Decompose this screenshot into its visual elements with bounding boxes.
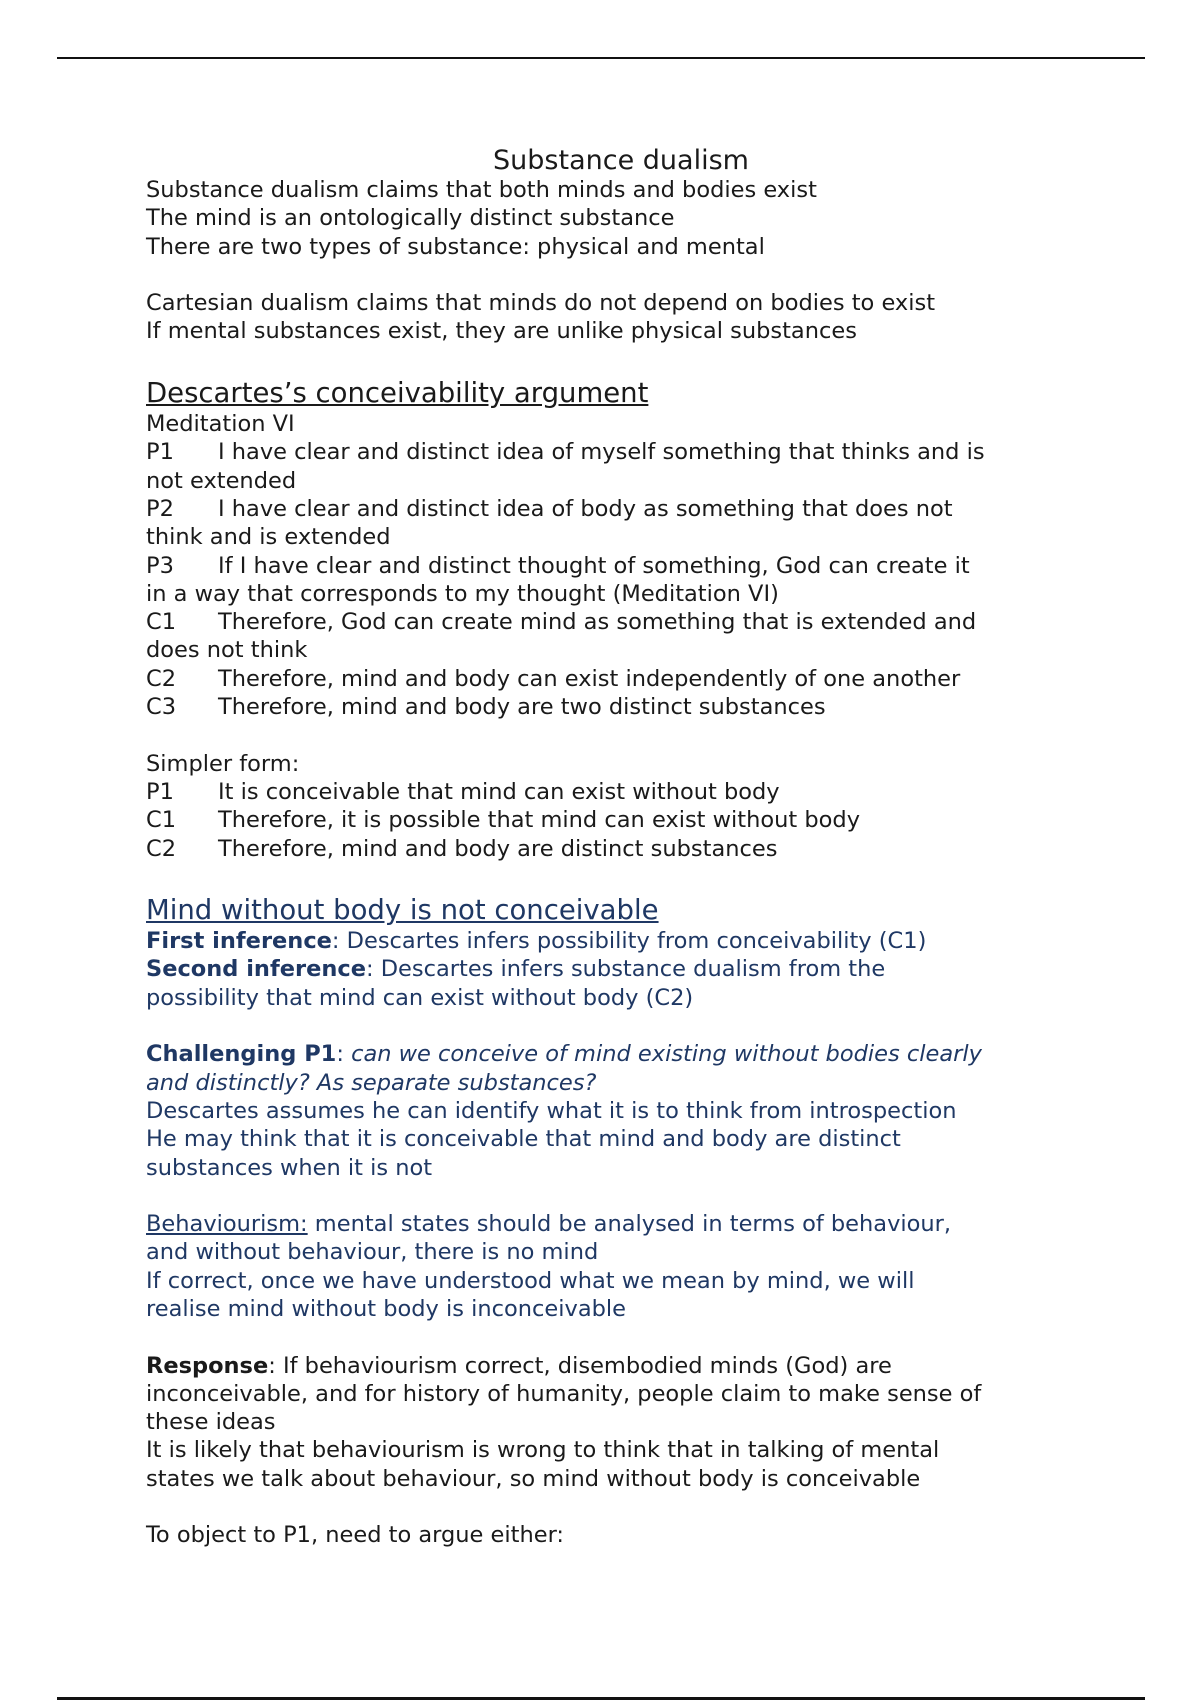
premise-p2 bbox=[146, 495, 1066, 523]
cartesian-line: Cartesian dualism claims that minds do not depend on bodies to exist bbox=[146, 290, 936, 317]
challenge-text: He may think that it is conceivable that mind and body are distinct bbox=[146, 1126, 901, 1153]
second-inference-text: : Descartes infers substance dualism from the bbox=[365, 956, 886, 983]
source-label: Meditation VI bbox=[146, 411, 295, 438]
section-heading-conceivability: Descartes’s conceivability argument bbox=[146, 377, 649, 410]
premise-p3 bbox=[146, 552, 1066, 580]
premise-label: P1 bbox=[146, 439, 174, 466]
closing-line: To object to P1, need to argue either: bbox=[146, 1522, 565, 1549]
second-inference-label: Second inference bbox=[146, 956, 366, 983]
response-label: Response bbox=[146, 1352, 269, 1379]
premise-continuation: think and is extended bbox=[146, 524, 391, 551]
intro-line: Substance dualism claims that both minds and bodies exist bbox=[146, 177, 817, 203]
premise-c3 bbox=[146, 693, 1066, 721]
behaviourism-text: and without behaviour, there is no mind bbox=[146, 1239, 599, 1266]
response-text: inconceivable, and for history of humanity, people claim to make sense of bbox=[146, 1380, 982, 1407]
premise-c1 bbox=[146, 608, 1066, 636]
response-text: : If behaviourism correct, disembodied minds (God) are bbox=[268, 1352, 892, 1379]
response-text: It is likely that behaviourism is wrong to think that in talking of mental bbox=[146, 1437, 940, 1464]
simpler-c2 bbox=[146, 835, 1066, 863]
premise-label: C2 bbox=[146, 665, 177, 692]
simpler-form-label: Simpler form: bbox=[146, 750, 300, 777]
cartesian-line: If mental substances exist, they are unlike physical substances bbox=[146, 318, 857, 345]
response-text: these ideas bbox=[146, 1409, 276, 1436]
premise-text: Therefore, it is possible that mind can exist without body bbox=[218, 807, 861, 834]
premise-label: C1 bbox=[146, 807, 177, 834]
behaviourism-text: mental states should be analysed in terms of behaviour, bbox=[307, 1211, 952, 1238]
challenge-line bbox=[146, 1040, 1066, 1068]
premise-label: P3 bbox=[146, 552, 174, 579]
premise-text: Therefore, mind and body are two distinct substances bbox=[218, 694, 826, 721]
premise-continuation: in a way that corresponds to my thought (Meditation VI) bbox=[146, 580, 779, 607]
challenge-question: can we conceive of mind existing without bodies clearly bbox=[351, 1041, 982, 1068]
premise-text: If I have clear and distinct thought of something, God can create it bbox=[218, 552, 970, 579]
premise-label: C1 bbox=[146, 609, 177, 636]
premise-label: P2 bbox=[146, 495, 174, 522]
document-title: Substance dualism bbox=[493, 145, 749, 176]
response-text: states we talk about behaviour, so mind without body is conceivable bbox=[146, 1465, 921, 1492]
premise-c2 bbox=[146, 665, 1066, 693]
premise-p1 bbox=[146, 438, 1066, 466]
second-inference-line bbox=[146, 955, 1066, 983]
premise-text: I have clear and distinct idea of body as something that does not bbox=[218, 495, 953, 522]
premise-text: I have clear and distinct idea of myself something that thinks and is bbox=[218, 439, 985, 466]
premise-label: C2 bbox=[146, 835, 177, 862]
section-heading-not-conceivable: Mind without body is not conceivable bbox=[146, 894, 659, 927]
premise-text: It is conceivable that mind can exist without body bbox=[218, 778, 780, 805]
premise-continuation: not extended bbox=[146, 467, 297, 494]
premise-text: Therefore, God can create mind as something that is extended and bbox=[218, 609, 977, 636]
second-inference-continuation: possibility that mind can exist without body (C2) bbox=[146, 984, 694, 1011]
first-inference-line bbox=[146, 927, 1066, 955]
behaviourism-text: realise mind without body is inconceivable bbox=[146, 1295, 626, 1322]
challenge-colon: : bbox=[336, 1041, 352, 1068]
challenge-text: Descartes assumes he can identify what it is to think from introspection bbox=[146, 1097, 957, 1124]
simpler-p1 bbox=[146, 778, 1066, 806]
premise-continuation: does not think bbox=[146, 637, 308, 664]
intro-line: The mind is an ontologically distinct substance bbox=[146, 205, 675, 232]
intro-line: There are two types of substance: physical and mental bbox=[146, 233, 765, 260]
first-inference-text: : Descartes infers possibility from conceivability (C1) bbox=[331, 928, 927, 955]
first-inference-label: First inference bbox=[146, 928, 332, 955]
document-page bbox=[146, 146, 1066, 1550]
challenge-text: substances when it is not bbox=[146, 1154, 433, 1181]
premise-text: Therefore, mind and body are distinct substances bbox=[218, 835, 778, 862]
header-rule bbox=[57, 57, 1145, 59]
simpler-c1 bbox=[146, 806, 1066, 834]
premise-text: Therefore, mind and body can exist independently of one another bbox=[218, 665, 961, 692]
response-line bbox=[146, 1352, 1066, 1380]
premise-label: P1 bbox=[146, 778, 174, 805]
behaviourism-label: Behaviourism: bbox=[146, 1211, 308, 1238]
challenge-question-continuation: and distinctly? As separate substances? bbox=[146, 1069, 597, 1096]
behaviourism-line bbox=[146, 1210, 1066, 1238]
challenge-label: Challenging P1 bbox=[146, 1041, 337, 1068]
behaviourism-text: If correct, once we have understood what we mean by mind, we will bbox=[146, 1267, 915, 1294]
premise-label: C3 bbox=[146, 694, 177, 721]
